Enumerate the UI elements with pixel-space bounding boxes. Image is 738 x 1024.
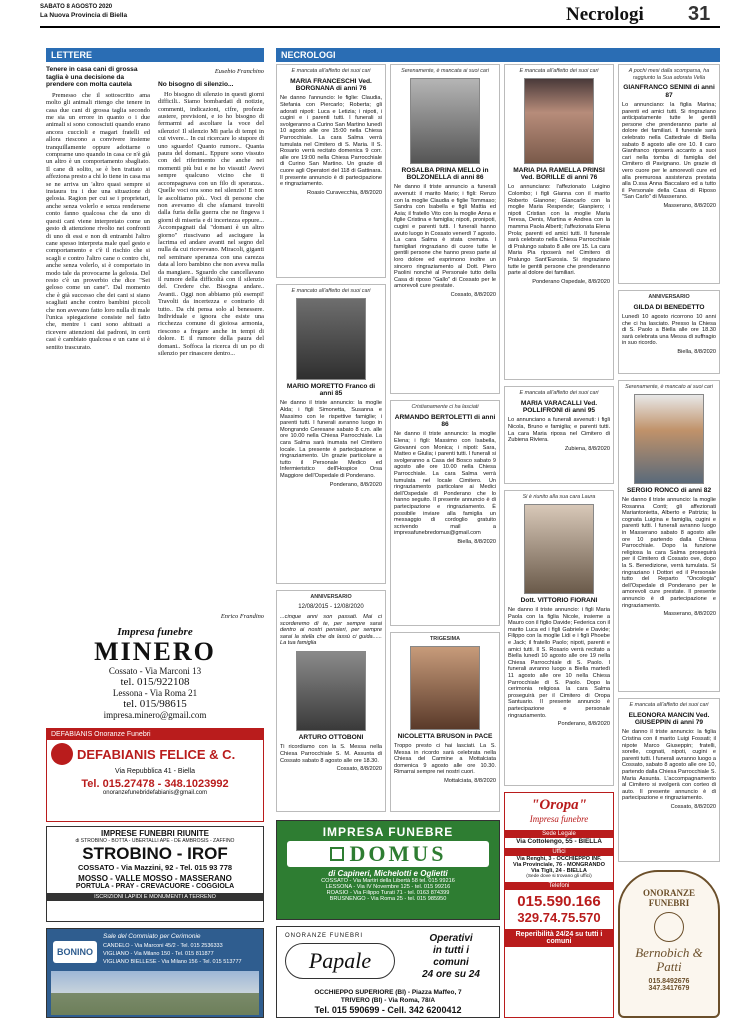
photo-arturo-ottoboni — [296, 651, 366, 731]
bernobich-tel-2: 347.3417679 — [648, 985, 690, 992]
strobino-foot: ISCRIZIONI LAPIDI E MONUMENTI A TERRENO — [47, 893, 263, 901]
minero-name: MINERO — [94, 637, 216, 666]
ad-strobino — [46, 826, 264, 922]
domus-line-3: ROASIO - Via Filippo Turati 71 - tel. 0163 874399 — [326, 890, 450, 896]
oropa-ufficio-4: (Sede dove si trovano gli uffici) — [526, 874, 592, 879]
photo-sergio-ronco — [634, 394, 704, 484]
papale-tel: Tel. 015 590699 - Cell. 342 6200412 — [314, 1005, 462, 1015]
masthead-date: SABATO 8 AGOSTO 2020 — [40, 4, 113, 10]
oropa-ufficio-2: Via Provinciale, 76 - MONGRANDO — [513, 862, 605, 868]
ad-domus — [276, 820, 500, 920]
oropa-foot: Reperibilità 24/24 su tutti i comuni — [505, 929, 613, 947]
ad-papale — [276, 926, 500, 1018]
bonino-photo — [51, 971, 259, 1015]
papale-op-3: comuni — [433, 957, 469, 968]
photo-vittorio-fiorani — [524, 504, 594, 594]
oropa-sede: Sede Legale — [505, 830, 613, 838]
obit-nicoletta-bruson: TRIGESIMA NICOLETTA BRUSON in PACE Troppo presto ci hai lasciati. La S. Messa in ricordo sarà celebrata nella Chiesa del Carmine a Mottalciata domenica 9 agosto alle ore 10.30. Rimarrai sempre nei nostri cuori. Mottalciata, 8/8/2020 — [394, 636, 496, 784]
defabianis-email: onoranzefunebridefabianis@gmail.com — [102, 790, 208, 796]
ad-defabianis — [46, 728, 264, 822]
obit-gianfranco-senini: A pochi mesi dalla scomparsa, ha raggiunto la Sua adorata Vella GIANFRANCO SENINI di anni 87 Lo annunciano: la figlia Marina; parenti ed amici tutti. Si ringraziano anticipatamente tutte le gentili persone che prenderanno parte al dolore dei familiari. Il funerale sarà celebrato nella Cattedrale di Biella sabato 8 agosto alle ore 10. Il caro Gianfranco riposerà accanto a suoi cari nella tomba di famiglia del Cimitero di Pavignano. Un grazie di vero cuore per le amorevoli cure ed alla premurosa assistenza prestata alla D.ssa Anna Baccalaro ed a tutto il Personale della Casa di Riposo "San Carlo" di Masserano. Masserano, 8/8/2020 — [622, 68, 716, 209]
minero-addr-2: Lessona - Via Roma 21 — [112, 688, 198, 698]
obit-mario-moretto: È mancato all'affetto dei suoi cari MARIO MORETTO Franco di anni 85 Ne danno il triste annuncio: la moglie Alda; i figli Simonetta, Susanna e Massimo con le rispettive famiglie; i parenti tutti. I funerali avranno luogo in Mongrando Ceresane sabato 8 c.m. alle ore 10.00 nella Chiesa Parrocchiale. La cara Salma sarà inumata nel Cimitero locale. La presente è partecipazione e ringraziamento. Un grazie particolare a tutto il Personale Medico ed Infermieristico dell'Hospice Orsa Maggiore dell'Ospedale di Ponderano. Ponderano, 8/8/2020 — [280, 288, 382, 488]
photo-nicoletta-bruson — [410, 646, 480, 730]
oropa-tel-2: 329.74.75.570 — [517, 910, 601, 925]
oropa-name: "Oropa" — [531, 797, 587, 813]
domus-line-1: COSSATO - Via Martiri della Libertà 58 tel. 015 99216 — [321, 878, 455, 884]
defabianis-name: DEFABIANIS FELICE & C. — [77, 746, 236, 762]
photo-mario-moretto — [296, 298, 366, 380]
minero-email: impresa.minero@gmail.com — [103, 710, 207, 720]
lettere-body: Premesso che il sottoscritto ama molto gli animali ritengo che tenere in casa due cani di grossa taglia secondo me sia un errore in quanto o i due animali si sono conosciuti quando erano ancora cuccioli e magari fratelli ed allora riescono a convivere insieme tranquillamente oppure adottarne o comprarne uno quando in casa ce n'è già un altro è un comportamento sbagliato. Il cane di solito, se è ben trattato si affeziona presto a chi lo tiene in casa ma se ne arriva un 'altro quasi sempre si instaura tra i due una situazione di gelosia. Ragion per cui se i proprietari, anche senza volerlo e senza rendersene conto fanno qualcosa che da uno di questi cani viene interpretato come un gesto di attenzione rivolto nei confronti di uno di essi e non di entrambi l'altro cane spesso interpreta male quel gesto e comportamento e c'è il rischio che si scagli e contro l'altro cane o contro chi, anche senza volerlo, si è comportato in modo tale da provocarne la gelosia. Del resto c'è un proverbio che dice "Sei geloso come un cane". Dal momento che è già successo che dei cani si siano scagliati anche contro bambini piccoli che non avevano fatto loro nulla di male l'unica spiegazione consiste nel fatto che, mentre i cani sono abituati a ricevere attenzioni dai padroni, in certi casi è cambiato qualcosa e un cane si è sentito trascurato. — [46, 91, 150, 351]
minero-addr-1: Cossato - Via Marconi 13 — [108, 666, 202, 676]
lettere-body-2: Ho bisogno di silenzio in questi giorni difficili.. Siamo bombardati di notizie, commenti, indicazioni, cifre, profezie austere, previsioni, e io ho bisogno di fermarmi ad ascoltare la voce del silenzio! Il silenzio Mi parla di tempi in cui vivere... In cui ricercare lo stupore di uno sguardo! Quanto rumore.. Quanta paura del domani.. Eppure sono vissuto con del riferimento che anche nei momenti più bui e ne ho vissuti! Avevi sempre qualcuno vicino che ti accompagnava con un filo di speranza.. Quelle voci ora sono nel silenzio! E non le ascoltiamo più.. Voci di persone che non avevamo di che sfamarsi travolti dalla furia della guerra che ne fingeva i giorni di miseria e di incertezza eppure... Accompagnati dal "domani è un altro giorno" riuscivano ad asciugare la lacrima ed andare avanti nel segno del nulla da cui ricevevano. Miracoli, giganti nel seminare speranza con una carezza data al loro bambino che non aveva nulla da mangiare.. Sguardo che cancellavano il rumore della difficoltà con il silenzio del. Credere che. Bisogna andare.. Avanti.. Oggi non abbiamo più esempi! Travolti da incertezza e contrario di tutto.. Da chi pensa solo al benessere. Individuale e ignora che esiste una ricchezza comune di gioiosa armonia, riescono a fregare anche in tempi di dolore. E il rumore della paura del domani.. Soffoca la ricerca di un po di silenzio per rinascere dentro... — [158, 90, 264, 358]
obit-maria-varacalli: È mancata all'affetto dei suoi cari MARIA VARACALLI Ved. POLLIFRONI di anni 95 Lo annunciano a funerali avvenuti: i figli Nicola, Bruno e famiglia; e parenti tutti. La cara Maria riposa nel Cimitero di Zubiena Riviera. Zubiena, 8/8/2020 — [508, 390, 610, 452]
lettere-sign-1: Eusebio Franchino — [214, 68, 264, 75]
lettere-headline-2: No bisogno di silenzio... — [158, 81, 234, 89]
necrologi-label: NECROLOGI — [276, 48, 720, 62]
oropa-uffici: Uffici — [505, 848, 613, 856]
bernobich-logo-icon — [654, 912, 684, 942]
photo-maria-pia-ramella — [524, 78, 594, 164]
strobino-towns-2: PORTULA - PRAY - CREVACUORE - COGGIOLA — [75, 883, 235, 890]
strobino-towns: MOSSO - VALLE MOSSO - MASSERANO — [78, 874, 232, 883]
oropa-via: Via Cottolengo, 55 - BIELLA — [516, 838, 602, 845]
obit-arturo-ottoboni: ANNIVERSARIO 12/08/2015 - 12/08/2020 ...cinque anni son passati. Mai ci scorderemo di te, per sempre sarai dentro ai nostri pensieri, per sempre sarai la stella che da lassù ci guida...... La tua famiglia ARTURO OTTOBONI Ti ricordiamo con la S. Messa nella Chiesa Parrocchiale S. M. Assunta di Cossato sabato 8 agosto alle ore 18.30. Cossato, 8/8/2020 — [280, 594, 382, 773]
domus-sub: di Capineri, Michelotti e Oglietti — [328, 869, 448, 878]
strobino-name: STROBINO - IROF — [82, 844, 228, 863]
defabianis-addr: Via Repubblica 41 - Biella — [114, 768, 196, 775]
obit-maria-pia-ramella: È mancata all'affetto dei suoi cari MARIA PIA RAMELLA PRINSI Ved. BORILLE di anni 76 Lo annunciano: l'affezionato Luigino Colombo; i figli Gianna con il marito Roberto Gianone; Giancarlo con la moglie Maria Respende; Gianpiero; i nipoti Cristian con la moglie Maria Teresa, Denis, Martina e Andrea con la mamma Paola Alberti; l'affezionata Elena Prola; parenti ed amici tutti. Il funerale sarà celebrato nella Chiesa Parrocchiale di Pralungo sabato 8 alle ore 15. La cara Maria Pia riposerà nel Cimitero di Pralungo Sant'Eurosia. Si ringraziano tutte le gentili persone che prenderanno parte al dolore dei familiari. Ponderano Ospedale, 8/8/2020 — [508, 68, 610, 285]
bonino-logo: BONINO — [53, 941, 97, 963]
papale-op-1: Operativi — [429, 933, 473, 944]
obit-armando-bertoletti: Cristianamente ci ha lasciati ARMANDO BERTOLETTI di anni 86 Ne danno il triste annuncio: la moglie Elena; i figli: Massimo con Isabella, Giovanni con Monica; i nipoti: Sara, Matteo e Giulia; i parenti tutti. I funerali si svolgeranno a Casa del Bosco sabato 9 agosto alle ore 10.00 nella Chiesa Parrocchiale. La cara Salma verrà tumulata nel locale Cimitero. Un ringraziamento particolare ai Medici dell'Ospedale di Ponderano che lo hanno seguito. Il presente annuncio è di partecipazione e ringraziamento. È possibile inviare alla famiglia un messaggio di cordoglio gratuito scrivendo mail a impresafunebredomus@gmail.com Biella, 8/8/2020 — [394, 404, 496, 545]
section-title: Necrologi — [566, 4, 644, 25]
papale-op-2: in tutti i — [432, 945, 470, 956]
bonino-line-4: VIGLIANO BIELLESE - Via Milano 156 - Tel. 015 513777 — [103, 959, 242, 965]
defabianis-tel: Tel. 015.27478 - 348.1023992 — [81, 778, 229, 790]
bernobich-top: ONORANZE FUNEBRI — [642, 888, 695, 908]
papale-name: Papale — [285, 943, 395, 979]
papale-addr-1: OCCHIEPPO SUPERIORE (BI) - Piazza Maffeo, 7 — [314, 989, 462, 996]
strobino-sub: di STROBINO - BOTTA - UBERTALLI APE - DE AMBROSIS - ZAFFINO — [75, 838, 235, 844]
photo-rosalba-prina — [410, 78, 480, 164]
obit-maria-franceschi: È mancata all'affetto dei suoi cari MARIA FRANCESCHI Ved. BORGNANA di anni 76 Ne danno l'annuncio: le figlie: Claudia, Stefania con Piercarlo; Roberta; gli adorati nipoti: Luca e Letizia; i nipoti, i cugini e i parenti tutti. I funerali si svolgeranno a Curino San Martino lunedì 10 agosto alle ore 15:00 nella Chiesa Parrocchiale. La cara Salma verrà tumulata nel Cimitero di S. Maria. Il S. Rosario verrà recitato domenica 9 corr. alle ore 19:00 nella Chiesa Parrocchiale di Curino San Martino. Un grazie di cuore agli Operatori del 118 di Gattinara. Il presente annuncio è di partecipazione e ringraziamento. Roasio Curavecchia, 8/8/2020 — [280, 68, 382, 196]
bonino-line-1: Sale del Commiato per Cerimonie — [103, 933, 201, 940]
papale-top: ONORANZE FUNEBRI — [285, 933, 364, 939]
oropa-ufficio-3: Via Tigli, 24 - BIELLA — [531, 868, 587, 874]
strobino-top: IMPRESE FUNEBRI RIUNITE — [100, 829, 209, 838]
masthead-paper: La Nuova Provincia di Biella — [40, 12, 128, 19]
domus-logo-icon — [330, 847, 344, 861]
obit-rosalba-prina: Serenamente, è mancata ai suoi cari ROSALBA PRINA MELLO in BOLZONELLA di anni 86 Ne danno il triste annuncio a funerali avvenuti: il marito Mario; i figli: Renzo con la moglie Claudia e figlie Tommaso; Sandra con Isabella e figli Mattia ed Asia; il fratello Vito con la moglie Anna e figlie Cristina e famiglia; nipoti, pronipoti, cugini e parenti tutti. I funerali hanno avuto luogo in Cossato venerdì 7 agosto. La cara Salma è stata cremata. I famigliari ringraziano di cuore tutte le gentili persone che hanno preso parte al loro dolore ed esprimono inoltre un sincero ringraziamento al Dott. Piero Paolini nonché al Personale tutto della Casa di riposo "Gallo" di Cossato per le amorevoli cure prestate. Cossato, 8/8/2020 — [394, 68, 496, 298]
oropa-telefoni: Telefoni — [505, 882, 613, 890]
papale-op-4: 24 ore su 24 — [422, 969, 480, 980]
domus-line-4: BRUSNENGO - Via Roma 25 - tel. 015 985950 — [329, 896, 447, 902]
bernobich-tel-1: 015.8492676 — [648, 978, 690, 985]
defabianis-top: DEFABIANIS Onoranze Funebri — [47, 729, 263, 740]
lettere-column — [46, 66, 264, 620]
minero-label: Impresa funebre — [117, 626, 193, 638]
oropa-tel-1: 015.590.166 — [517, 893, 601, 910]
bonino-line-3: VIGLIANO - Via Milano 150 - Tel. 015 811877 — [103, 951, 214, 957]
bonino-line-2: CANDELO - Via Marconi 45/2 - Tel. 015 2536333 — [103, 943, 223, 949]
ad-oropa — [504, 792, 614, 1018]
strobino-addr: COSSATO - Via Mazzini, 92 - Tel. 015 93 778 — [77, 863, 233, 872]
oropa-ufficio-1: Via Renghi, 3 - OCCHIEPPO INF. — [516, 856, 602, 862]
defabianis-logo-icon — [51, 743, 73, 765]
page-number: 31 — [688, 3, 711, 25]
bernobich-name: Bernobich & Patti — [635, 945, 703, 974]
ad-bernobich — [618, 870, 720, 1018]
obit-gilda-di-benedetto: ANNIVERSARIO GILDA DI BENEDETTO Lunedì 10 agosto ricorrono 10 anni che ci ha lasciato. Presso la Chiesa di S. Paolo a Biella alle ore 18.30 sarà celebrata una Messa di suffragio in suo ricordo. Biella, 8/8/2020 — [622, 294, 716, 355]
minero-tel-2: tel. 015/98615 — [123, 698, 187, 710]
domus-line-2: LESSONA - Via IV Novembre 125 - tel. 015 99216 — [325, 884, 451, 890]
masthead-rule — [40, 26, 720, 28]
minero-tel-1: tel. 015/922108 — [120, 676, 190, 688]
obit-vittorio-fiorani: Si è riunito alla sua cara Laura Dott. VITTORIO FIORANI Ne danno il triste annuncio: i figli Maria Paola con la figlia Nicole, insieme a Mauro con il figlio Davide; Federica con il marito Luca ed i figli Gabriele e Davide; Filippo con la moglie Lidi e i figli Phoebe e Jack; il fratello Paolo; nipoti, parenti e amici tutti. Il S. Rosario verrà recitato a Biella lunedì 10 agosto alle ore 19 nella Chiesa Parrocchiale di S. Paolo. I funerali avranno luogo a Biella martedì 11 agosto alle ore 10 nella Chiesa Parrocchiale di S. Paolo. Dopo la cerimonia religiosa la cara Salma proseguirà per il Cimitero di Oropa Santuario. Il presente annuncio è partecipazione e personale ringraziamento. Ponderano, 8/8/2020 — [508, 494, 610, 728]
domus-name: DOMUS — [349, 841, 447, 866]
lettere-label: LETTERE — [46, 48, 264, 62]
ad-bonino — [46, 928, 264, 1018]
lettere-headline: Tenere in casa cani di grossa taglia è una decisione da prendere con molta cautela — [46, 66, 138, 89]
ad-minero — [46, 624, 264, 724]
papale-addr-2: TRIVERO (BI) - Via Roma, 78/A — [340, 997, 436, 1004]
obit-eleonora-mancin: È mancata all'affetto dei suoi cari ELEONORA MANCIN Ved. GIUSEPPIN di anni 79 Ne danno il triste annuncio: la figlia Cristina con il marito Luigi Fossati; il nipote Marco Giuseppin; fratelli, sorelle, cognati, nipoti, cugini e parenti tutti. I funerali avranno luogo a Cossato, sabato 8 agosto alle ore 10, partendo dalla Chiesa Parrocchiale S. Maria Assunta. L'accompagnamento al Cimitero si svolgerà con corteo di auto. Il presente annuncio è di partecipazione e ringraziamento. Cossato, 8/8/2020 — [622, 702, 716, 810]
obit-sergio-ronco: Serenamente, è mancato ai suoi cari SERGIO RONCO di anni 82 Ne danno il triste annuncio: la moglie Rosanna Conti; gli affezionati Mariantonietta, Alberto e Patrizia; la cognata Luigina e famiglia, cugini e parenti tutti. I funerali avranno luogo in Masserano sabato 8 agosto alle ore 10 partendo dalla Chiesa Parrocchiale. Dopo la funzione religiosa la cara Salma proseguirà per il Cimitero di Cossato ove, dopo la S. Benedizione, verrà tumulata. Si ringraziano i Dottori ed il Personale tutto del Reparto "Oncologia" dell'Ospedale di Ponderano per le amorevoli cure prestate. Il presente annuncio è di partecipazione e ringraziamento. Masserano, 8/8/2020 — [622, 384, 716, 618]
domus-top: IMPRESA FUNEBRE — [322, 825, 454, 839]
oropa-sub: Impresa funebre — [529, 814, 589, 824]
lettere-sign-2: Enrico Frandino — [220, 612, 264, 620]
